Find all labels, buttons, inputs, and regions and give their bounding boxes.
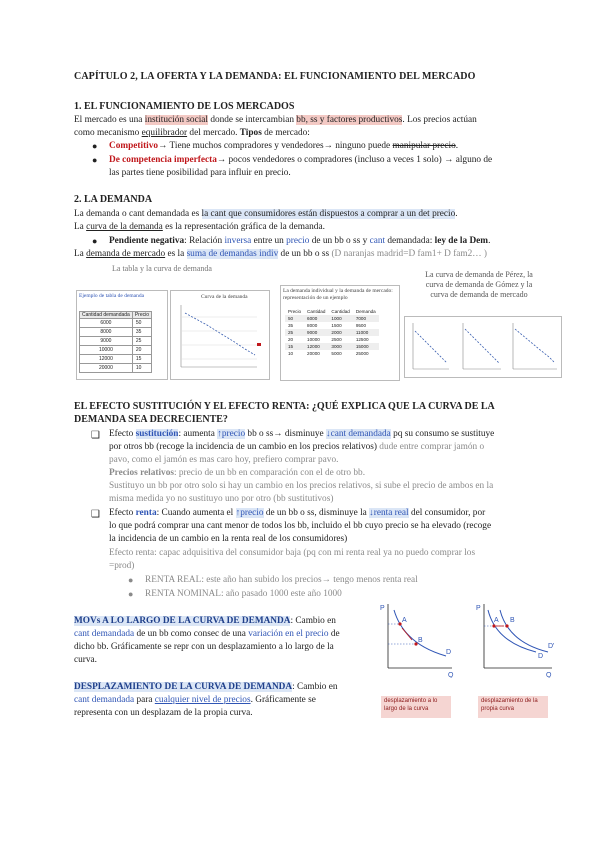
checkbox-bullet-icon: ❑	[91, 509, 100, 520]
text: de un bb o ss	[278, 249, 332, 259]
table-cell: 25	[288, 330, 294, 335]
text: Tipos	[239, 128, 262, 138]
text: : precio de un bb en comparación con el de otro bb.	[173, 468, 366, 478]
label-d: D	[538, 653, 544, 660]
text: precio	[286, 236, 310, 246]
text: de mercado:	[261, 128, 310, 138]
table-cell: 20	[132, 346, 151, 355]
table-cell: 35	[132, 328, 151, 337]
label-b: B	[418, 637, 423, 644]
text: de un bb o ss y	[309, 236, 370, 246]
table-cell: 15000	[355, 344, 369, 349]
text: Precios relativos	[109, 468, 174, 478]
s4-mov-line-4: curva.	[74, 655, 97, 665]
table-header: Cantidad demandada	[80, 312, 133, 319]
shift-of-curve-graph	[472, 600, 560, 678]
table-cell: 12000	[80, 355, 133, 364]
shift-label-box: desplazamiento de la propia curva	[478, 696, 548, 718]
table-cell: 20000	[307, 351, 320, 356]
table-cell: 9500	[355, 323, 367, 328]
s3-sust-line-1	[109, 428, 494, 441]
text: : Relación	[184, 236, 225, 246]
movement-label-box: desplazamiento a lo largo de la curva	[381, 696, 451, 718]
text: inversa	[224, 236, 252, 246]
text: ↓cant demandada	[325, 429, 391, 439]
table-cell: 6000	[307, 316, 318, 321]
text: : aumenta	[178, 429, 218, 439]
text: ↑precio	[235, 508, 264, 518]
text: ↓renta real	[369, 508, 409, 518]
text: : Cuando aumenta el	[156, 508, 236, 518]
text: demanda de mercado	[86, 249, 166, 259]
s1-bullet-1	[109, 140, 458, 153]
s1-line-1	[74, 114, 477, 127]
section-3-heading-2: DEMANDA SEA DECRECIENTE?	[74, 414, 228, 425]
text: del consumidor, por	[408, 508, 486, 518]
text: institución social	[144, 115, 208, 125]
text: → pocos vendedores o compradores (incluso a veces 1 solo) → alguno de	[216, 155, 493, 165]
text: sustitución	[135, 429, 179, 439]
table-cell: 20000	[80, 364, 133, 373]
table-cell: 3000	[331, 344, 342, 349]
demand-gomez-line	[465, 329, 499, 363]
text: La demanda o cant demandada es	[74, 209, 202, 219]
text: cant demandada	[74, 695, 135, 705]
s1-line-2	[74, 127, 310, 140]
text: renta	[135, 508, 157, 518]
table-cell: 35	[288, 323, 294, 328]
text: .	[488, 236, 491, 246]
bullet-icon: ●	[92, 155, 98, 165]
s2-line-4	[74, 248, 487, 261]
s3-renta-nominal: RENTA NOMINAL: año pasado 1000 este año 1000	[145, 589, 342, 599]
s4-mov-line-2	[74, 628, 340, 641]
market-curves-figure	[404, 316, 562, 378]
text: suma de demandas indiv	[186, 249, 279, 259]
s1-bullet-2	[109, 154, 492, 167]
s4-desp-line-1	[74, 681, 338, 694]
text: entre un	[251, 236, 287, 246]
text: Efecto	[109, 508, 136, 518]
market-curves-svg	[405, 317, 561, 377]
table-header: Precio	[132, 312, 151, 319]
s3-renta-line-4: Efecto renta: capac adquisitiva del consumidor baja (pq con mi renta real ya no puedo comprar los	[109, 548, 476, 558]
label-a: A	[494, 617, 499, 624]
table-cell: 10000	[80, 346, 133, 355]
text: variación en el precio	[248, 629, 329, 639]
text: .	[455, 209, 458, 219]
figure-caption-1: La tabla y la curva de demanda	[112, 264, 212, 273]
s2-bullet-1	[109, 235, 490, 248]
demand-curve-figure	[170, 290, 270, 380]
text: → Tiene muchos compradores y vendedores→ ninguno puede	[158, 141, 393, 151]
text: (D naranjas madrid=D fam1+ D fam2… )	[331, 249, 488, 259]
text: curva de la demanda	[86, 222, 163, 232]
text: la cant que consumidores están dispuestos a comprar a un det precio	[201, 209, 456, 219]
text: demandada:	[385, 236, 435, 246]
s2-line-1	[74, 208, 458, 221]
s4-desp-line-3: representa con un desplazam de la propia curva.	[74, 708, 253, 718]
text: MOVs A LO LARGO DE LA CURVA DE DEMANDA	[74, 616, 291, 626]
text: .	[455, 141, 459, 151]
demand-table-figure	[76, 290, 168, 380]
label-d-prime: D'	[548, 643, 555, 650]
label-q: Q	[546, 672, 552, 678]
table-cell: 9000	[307, 330, 318, 335]
s3-sust-line-6: misma medida yo no sustituyo uno por otro (bb sustitutivos)	[109, 494, 334, 504]
s3-renta-line-5: =prod)	[109, 561, 135, 571]
table-cell: 2000	[331, 330, 342, 335]
text: equilibrador	[141, 128, 188, 138]
s3-sust-line-5: Sustituyo un bb por otro solo si hay un cambio en los precios relativos, si sube el precio de ambos en la	[109, 481, 494, 491]
text: pq su consumo se sustituye	[390, 429, 495, 439]
label-a: A	[402, 617, 407, 624]
table-cell: 20	[288, 337, 294, 342]
text: cant	[369, 236, 386, 246]
table-cell: 1000	[331, 316, 342, 321]
point-b	[505, 624, 508, 627]
label-d: D	[446, 649, 452, 656]
label-q: Q	[448, 672, 454, 678]
bullet-icon: ●	[128, 589, 134, 599]
s3-renta-line-3: la incidencia de un cambio en la renta real de los consumidores)	[109, 534, 348, 544]
text: donde se intercambian	[208, 115, 297, 125]
table-cell: 8000	[80, 328, 133, 337]
text: ↑precio	[217, 429, 246, 439]
table-cell: 5000	[331, 351, 342, 356]
text: : Cambio en	[290, 616, 336, 626]
demand-curve-svg	[171, 291, 269, 379]
table-header: Demanda	[355, 309, 376, 314]
text: de un bb o ss, disminuye la	[263, 508, 370, 518]
label-p: P	[476, 605, 481, 612]
s4-mov-line-3: dicho bb. Gráficamente se repr con un desplazamiento a lo largo de la	[74, 642, 334, 652]
shifted-demand-curve	[500, 610, 548, 652]
section-3-heading-1: EL EFECTO SUSTITUCIÓN Y EL EFECTO RENTA: ¿QUÉ EXPLICA QUE LA CURVA DE LA	[74, 401, 495, 412]
text: manipular precio	[392, 141, 456, 151]
text: Efecto	[109, 429, 136, 439]
text: La	[74, 249, 87, 259]
table-cell: 25000	[355, 351, 369, 356]
table-cell: 11000	[355, 330, 369, 335]
table-cell: 10	[288, 351, 294, 356]
market-table	[285, 308, 379, 357]
text: bb, ss y factores productivos	[296, 115, 403, 125]
label-p: P	[380, 605, 385, 612]
table-cell: 8000	[307, 323, 318, 328]
table-cell: 50	[288, 316, 294, 321]
table-cell: 10000	[307, 337, 320, 342]
s3-renta-real: RENTA REAL: este año han subido los precios→ tengo menos renta real	[145, 575, 418, 585]
table-cell: 12000	[307, 344, 320, 349]
text: para	[134, 695, 155, 705]
figure-caption-2: La curva de demanda de Pérez, la curva de demanda de Gómez y la curva de demanda de mercado	[425, 270, 533, 299]
table-cell: 6000	[80, 319, 133, 328]
s3-sust-line-3: pavo, como el jamón es mas caro hoy, prefiero comprar pavo.	[109, 455, 339, 465]
market-demand-figure	[280, 285, 400, 381]
text: . Los precios actúan	[402, 115, 477, 125]
s3-sust-line-2	[109, 441, 484, 454]
text: . Gráficamente se	[250, 695, 316, 705]
checkbox-bullet-icon: ❑	[91, 430, 100, 441]
text: : Cambio en	[292, 682, 338, 692]
movement-along-curve-graph	[376, 600, 456, 678]
table-header: Precio	[288, 309, 302, 314]
s3-sust-line-4	[109, 467, 365, 480]
text: DESPLAZAMIENTO DE LA CURVA DE DEMANDA	[74, 682, 293, 692]
legend-swatch	[257, 343, 261, 346]
point-a	[492, 624, 495, 627]
s3-renta-line-1	[109, 507, 485, 520]
text: de un bb como consec de una	[134, 629, 249, 639]
chart-title: Curva de la demanda	[201, 294, 248, 300]
bullet-icon: ●	[92, 141, 98, 151]
s2-line-2	[74, 221, 325, 234]
text: es la	[165, 249, 187, 259]
table-cell: 10	[132, 364, 151, 373]
text: El mercado es una	[74, 115, 145, 125]
text: bb o ss→ disminuye	[245, 429, 326, 439]
text: cant demandada	[74, 629, 135, 639]
demand-line	[185, 313, 255, 355]
demand-table	[79, 311, 152, 373]
section-2-heading: 2. LA DEMANDA	[74, 194, 153, 205]
section-1-heading: 1. EL FUNCIONAMIENTO DE LOS MERCADOS	[74, 101, 295, 112]
table-cell: 15	[132, 355, 151, 364]
text: del mercado.	[187, 128, 240, 138]
text: es la representación gráfica de la demanda.	[162, 222, 325, 232]
s3-renta-line-2: lo que podrá comprar una cant menor de todos los bb, incluido el bb cuyo precio se ha elevado (recoge	[109, 521, 492, 531]
table-cell: 15	[288, 344, 294, 349]
demand-market-line	[515, 329, 555, 363]
s1-bullet-2-cont: las partes tiene posibilidad para influir en precio.	[109, 168, 291, 178]
label-b: B	[510, 617, 515, 624]
table-cell: 9000	[80, 337, 133, 346]
bullet-icon: ●	[128, 575, 134, 585]
table-cell: 7000	[355, 316, 367, 321]
text: De competencia imperfecta	[109, 155, 217, 165]
table-cell: 1500	[331, 323, 342, 328]
demand-perez-line	[415, 331, 447, 363]
text: cualquier nivel de precios	[154, 695, 251, 705]
page-title: CAPÍTULO 2, LA OFERTA Y LA DEMANDA: EL FUNCIONAMIENTO DEL MERCADO	[74, 71, 476, 82]
table-cell: 12500	[355, 337, 369, 342]
table-header: Cantidad	[307, 309, 326, 314]
table-cell: 50	[132, 319, 151, 328]
bullet-icon: ●	[92, 236, 98, 246]
text: por otros bb (recoge la incidencia de un cambio en los precios relativos)	[109, 442, 380, 452]
text: Pendiente negativa	[109, 236, 185, 246]
text: de	[328, 629, 340, 639]
figure-caption-3: La demanda individual y la demanda de mercado: representación de un ejemplo	[283, 288, 393, 301]
s4-mov-line-1	[74, 615, 336, 628]
text: Competitivo	[109, 141, 159, 151]
table-title: Ejemplo de tabla de demanda	[79, 293, 145, 299]
text: ley de la Dem	[434, 236, 489, 246]
movement-arrow	[402, 628, 412, 640]
table-cell: 2500	[331, 337, 342, 342]
s4-desp-line-2	[74, 694, 316, 707]
text: La	[74, 222, 87, 232]
text: como mecanismo	[74, 128, 142, 138]
table-header: Cantidad	[331, 309, 350, 314]
text: dude entre comprar jamón o	[379, 442, 485, 452]
table-cell: 25	[132, 337, 151, 346]
